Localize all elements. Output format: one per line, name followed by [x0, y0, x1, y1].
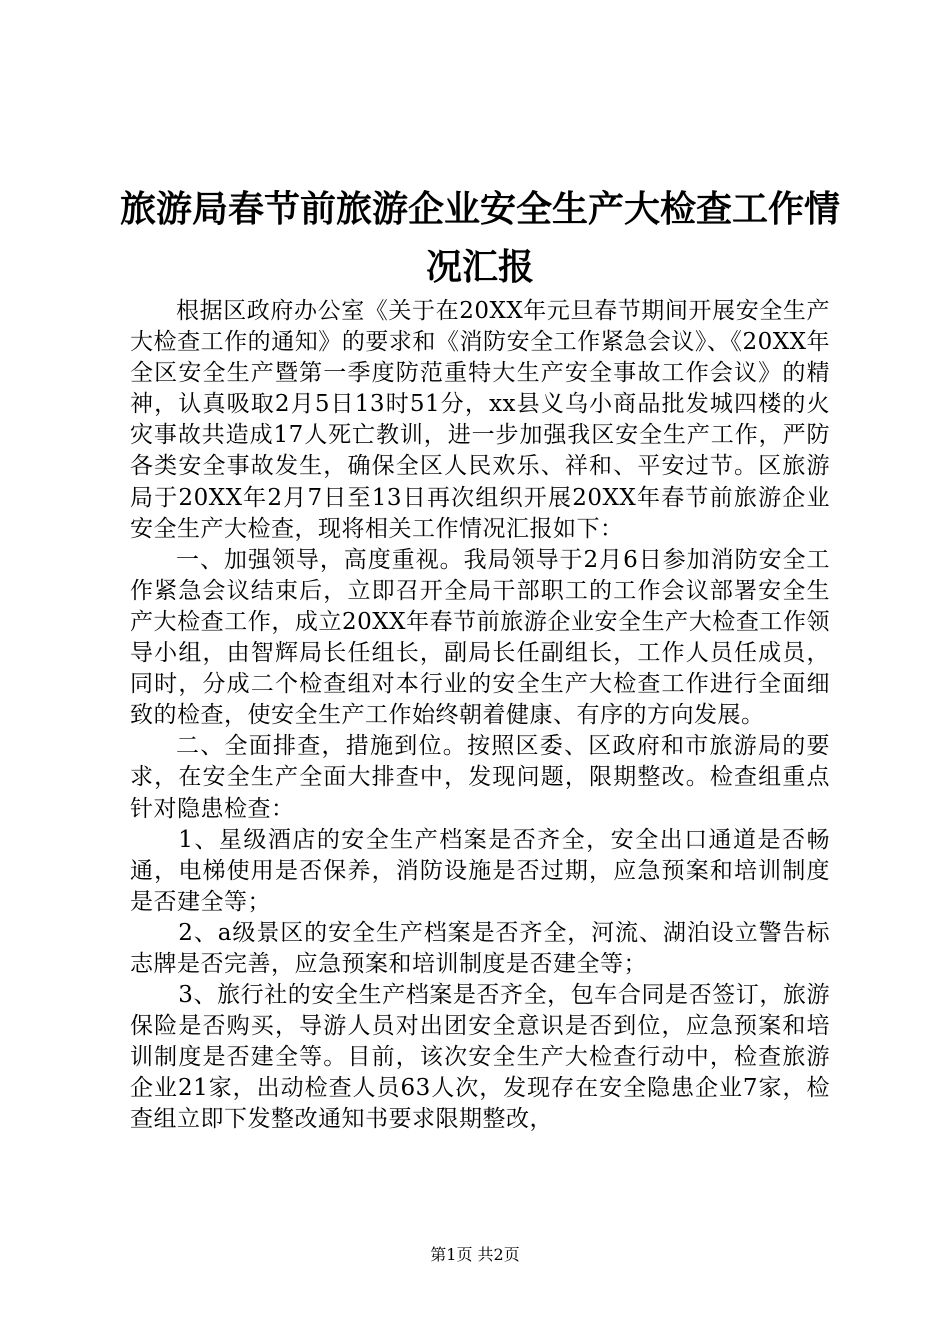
page-footer: 第1页 共2页	[430, 1245, 520, 1264]
paragraph-section-1: 一、加强领导，高度重视。我局领导于2月6日参加消防安全工作紧急会议结束后，立即召开全局干部职工的工作会议部署安全生产大检查工作，成立20XX年春节前旅游企业安全生产大检查工作领导小组，由智辉局长任组长，副局长任副组长，工作人员任成员，同时，分成二个检查组对本行业的安全生产大检查工作进行全面细致的检查，使安全生产工作始终朝着健康、有序的方向发展。	[130, 546, 830, 729]
paragraph-intro: 根据区政府办公室《关于在20XX年元旦春节期间开展安全生产大检查工作的通知》的要求和《消防安全工作紧急会议》、《20XX年全区安全生产暨第一季度防范重特大生产安全事故工作会议》的精神，认真吸取2月5日13时51分，xx县义乌小商品批发城四楼的火灾事故共造成17人死亡教训，进一步加强我区安全生产工作，严防各类安全事故发生，确保全区人民欢乐、祥和、平安过节。区旅游局于20XX年2月7日至13日再次组织开展20XX年春节前旅游企业安全生产大检查，现将相关工作情况汇报如下：	[130, 298, 830, 542]
document-title-line-2: 况汇报	[425, 246, 534, 288]
paragraph-section-2: 二、全面排查，措施到位。按照区委、区政府和市旅游局的要求，在安全生产全面大排查中，发现问题，限期整改。检查组重点针对隐患检查：	[130, 733, 830, 822]
document-title-line-1: 旅游局春节前旅游企业安全生产大检查工作情	[119, 188, 840, 230]
document-body	[130, 296, 830, 1136]
paragraph-item-1: 1、星级酒店的安全生产档案是否齐全，安全出口通道是否畅通，电梯使用是否保养，消防设施是否过期，应急预案和培训制度是否建全等；	[130, 826, 830, 915]
paragraph-item-3: 3、旅行社的安全生产档案是否齐全，包车合同是否签订，旅游保险是否购买，导游人员对出团安全意识是否到位，应急预案和培训制度是否建全等。目前，该次安全生产大检查行动中，检查旅游企业21家，出动检查人员63人次，发现存在安全隐患企业7家，检查组立即下发整改通知书要求限期整改，	[130, 982, 830, 1133]
paragraph-item-2: 2、a级景区的安全生产档案是否齐全，河流、湖泊设立警告标志牌是否完善，应急预案和培训制度是否建全等；	[130, 919, 830, 977]
